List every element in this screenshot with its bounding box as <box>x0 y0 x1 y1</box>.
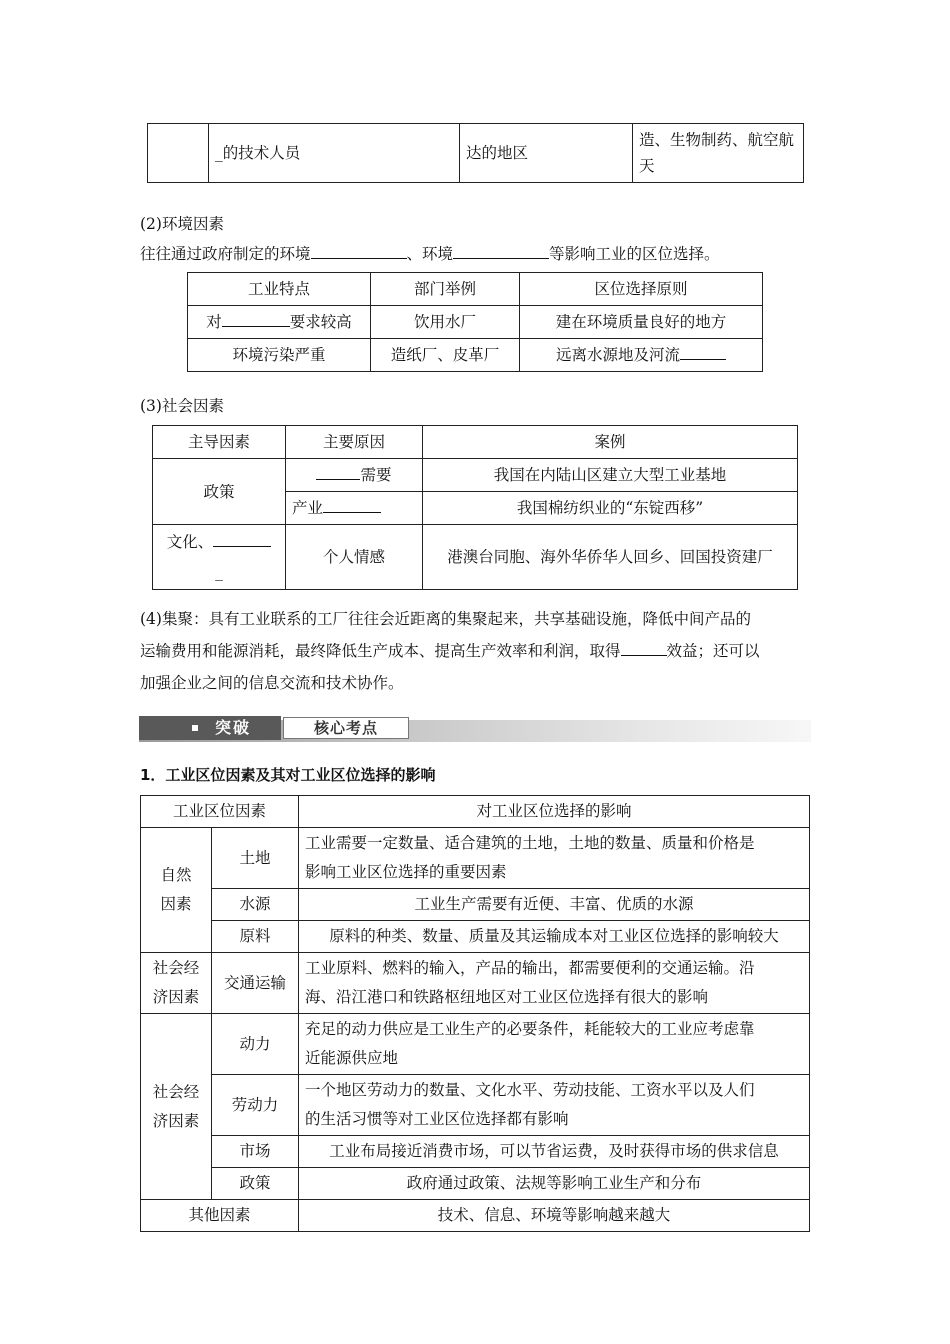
cell-text: 需要 <box>360 466 392 484</box>
cell-text: 远离水源地及河流 <box>555 346 680 364</box>
table-cell <box>188 306 371 339</box>
table-cell: 环境污染严重 <box>188 339 371 372</box>
blank <box>323 494 381 513</box>
table-header: 对工业区位选择的影响 <box>299 796 810 828</box>
table-row <box>141 828 810 889</box>
cell-text: 对 <box>206 313 222 331</box>
cell-text: 社会经 <box>152 959 200 977</box>
table-cell: 原料的种类、数量、质量及其运输成本对工业区位选择的影响较大 <box>299 921 810 953</box>
cluster-line-3: 加强企业之间的信息交流和技术协作。 <box>140 674 404 692</box>
table-header: 主导因素 <box>153 426 286 459</box>
table-cell <box>153 525 286 590</box>
cell-text: 自然 <box>160 866 192 884</box>
table-cell: 政策 <box>212 1168 299 1200</box>
table-cell: 我国棉纺织业的“东锭西移” <box>423 492 798 525</box>
table-cell <box>286 459 423 492</box>
section-banner <box>139 712 811 742</box>
top-table <box>147 123 804 183</box>
cell-text: 影响工业区位选择的重要因素 <box>305 863 507 881</box>
table-header-row <box>141 796 810 828</box>
cell-text: 充足的动力供应是工业生产的必要条件，耗能较大的工业应考虑靠 <box>305 1020 755 1038</box>
blank <box>222 308 290 327</box>
table-row <box>141 889 810 921</box>
cell-text: 造、生物制药、航空航天 <box>639 131 795 175</box>
table-header: 部门举例 <box>371 273 520 306</box>
cluster-line-2 <box>140 635 760 667</box>
table-cell <box>299 828 810 889</box>
env-intro <box>140 239 720 269</box>
table-row <box>141 953 810 1014</box>
table-row <box>141 1014 810 1075</box>
table-header: 案例 <box>423 426 798 459</box>
table-cell <box>141 828 212 953</box>
blank <box>453 240 549 259</box>
table-cell: 港澳台同胞、海外华侨华人回乡、回国投资建厂 <box>423 525 798 590</box>
table-header: 主要原因 <box>286 426 423 459</box>
table-cell: 个人情感 <box>286 525 423 590</box>
table-cell: 水源 <box>212 889 299 921</box>
table-cell <box>520 339 763 372</box>
cluster-line-1: (4)集聚：具有工业联系的工厂往往会近距离的集聚起来，共享基础设施，降低中间产品的 <box>140 610 751 628</box>
table-cell: 其他因素 <box>141 1200 299 1232</box>
cell-text: 产业 <box>292 499 324 517</box>
banner-title-right: 核心考点 <box>313 719 378 737</box>
cell-text: 一个地区劳动力的数量、文化水平、劳动技能、工资水平以及人们 <box>305 1081 755 1099</box>
cluster-text: 效益；还可以 <box>666 642 760 660</box>
cell-text: 济因素 <box>152 988 200 1006</box>
factors-table <box>140 795 810 1232</box>
table-cell: 政策 <box>153 459 286 525</box>
banner-title-left: 突破 <box>215 718 252 737</box>
table-row <box>141 921 810 953</box>
table-row <box>141 1136 810 1168</box>
cell-text: 近能源供应地 <box>305 1049 399 1067</box>
table-cell: 土地 <box>212 828 299 889</box>
table-cell: 原料 <box>212 921 299 953</box>
table-header: 工业特点 <box>188 273 371 306</box>
table-cell: 劳动力 <box>212 1075 299 1136</box>
blank <box>213 528 271 547</box>
cell-text: 的生活习惯等对工业区位选择都有影响 <box>305 1110 569 1128</box>
table-row <box>153 459 798 492</box>
table-cell <box>148 124 209 183</box>
table-cell: 工业布局接近消费市场，可以节省运费，及时获得市场的供求信息 <box>299 1136 810 1168</box>
cluster-text: 运输费用和能源消耗，最终降低生产成本、提高生产效率和利润，取得 <box>140 642 621 660</box>
table-cell: 达的地区 <box>460 124 633 183</box>
social-heading: (3)社会因素 <box>140 397 224 415</box>
blank <box>680 341 726 360</box>
table-cell: 政府通过政策、法规等影响工业生产和分布 <box>299 1168 810 1200</box>
table-row <box>188 339 763 372</box>
cluster-paragraph <box>140 603 760 699</box>
banner-title-box <box>283 717 409 739</box>
table-row <box>141 1200 810 1232</box>
table-cell <box>286 492 423 525</box>
env-intro-b: 、环境 <box>406 245 454 263</box>
table-cell: 技术、信息、环境等影响越来越大 <box>299 1200 810 1232</box>
cell-text: 因素 <box>160 895 192 913</box>
blank <box>316 461 360 480</box>
table-cell: 造纸厂、皮革厂 <box>371 339 520 372</box>
banner-dark-block <box>139 716 281 740</box>
table-header-row <box>153 426 798 459</box>
env-table <box>187 272 763 372</box>
cell-text: _ <box>215 563 223 581</box>
table-row <box>141 1168 810 1200</box>
social-table <box>152 425 798 590</box>
blank <box>311 240 407 259</box>
blank <box>621 637 667 656</box>
table-cell <box>141 1014 212 1200</box>
env-heading: (2)环境因素 <box>140 215 224 233</box>
cell-text: 海、沿江港口和铁路枢纽地区对工业区位选择有很大的影响 <box>305 988 709 1006</box>
section-title: 1．工业区位因素及其对工业区位选择的影响 <box>140 766 436 784</box>
table-cell: 我国在内陆山区建立大型工业基地 <box>423 459 798 492</box>
cell-text: 文化、 <box>166 533 214 551</box>
table-header-row <box>188 273 763 306</box>
table-header: 工业区位因素 <box>141 796 299 828</box>
table-cell <box>299 953 810 1014</box>
table-cell: 动力 <box>212 1014 299 1075</box>
table-cell: 工业生产需要有近便、丰富、优质的水源 <box>299 889 810 921</box>
cell-text: 社会经 <box>152 1082 200 1101</box>
table-row <box>141 1075 810 1136</box>
table-cell <box>299 1075 810 1136</box>
env-intro-a: 往往通过政府制定的环境 <box>140 245 311 263</box>
table-cell: 交通运输 <box>212 953 299 1014</box>
table-cell <box>141 953 212 1014</box>
cell-text: 济因素 <box>152 1111 200 1130</box>
table-row <box>188 306 763 339</box>
cell-text: 要求较高 <box>289 313 352 331</box>
table-cell <box>299 1014 810 1075</box>
cell-text: 工业原料、燃料的输入，产品的输出，都需要便利的交通运输。沿 <box>305 959 755 977</box>
square-bullet-icon <box>192 725 198 731</box>
table-cell <box>633 124 804 183</box>
table-cell: 市场 <box>212 1136 299 1168</box>
cell-text: 工业需要一定数量、适合建筑的土地，土地的数量、质量和价格是 <box>305 834 755 852</box>
table-cell: _的技术人员 <box>209 124 460 183</box>
table-header: 区位选择原则 <box>520 273 763 306</box>
env-intro-c: 等影响工业的区位选择。 <box>549 245 720 263</box>
table-cell: 建在环境质量良好的地方 <box>520 306 763 339</box>
table-cell: 饮用水厂 <box>371 306 520 339</box>
table-row <box>153 525 798 590</box>
table-row <box>148 124 804 183</box>
